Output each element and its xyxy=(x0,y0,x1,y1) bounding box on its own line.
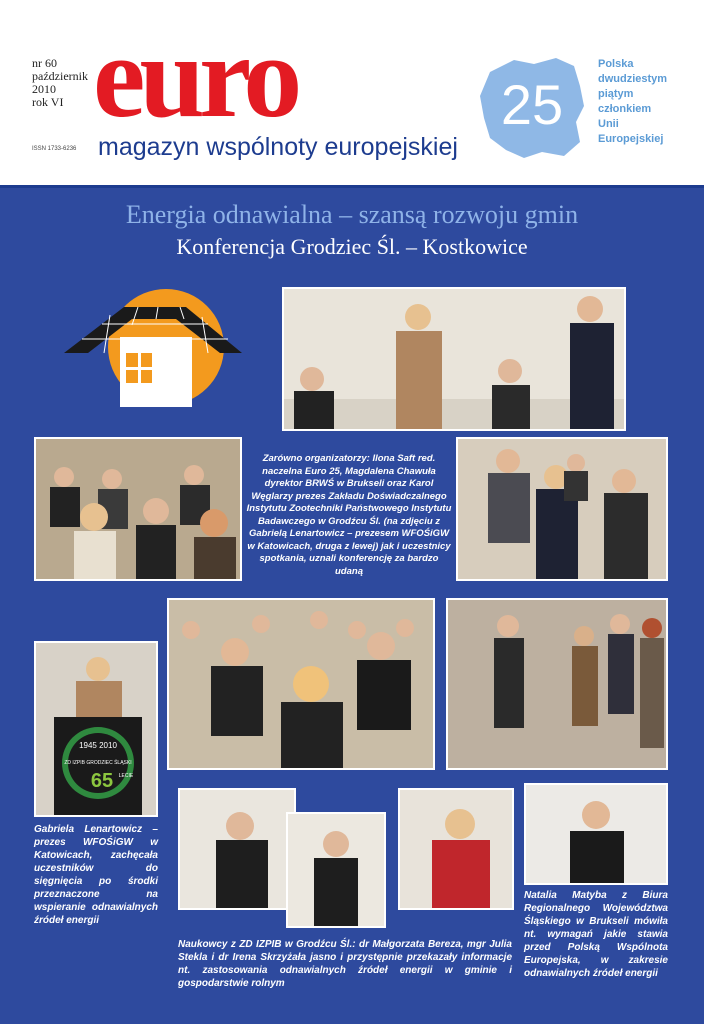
photo-audience-center xyxy=(167,598,435,770)
photo-scientist-1-image xyxy=(180,790,294,908)
photo-standing-group xyxy=(446,598,668,770)
issue-year: 2010 xyxy=(32,82,56,96)
issue-number: nr 60 xyxy=(32,56,57,70)
magazine-logo: euro xyxy=(93,11,297,142)
side-line: Europejskiej xyxy=(598,133,664,145)
solar-house-icon xyxy=(62,285,244,415)
photo-natalia-image xyxy=(526,785,666,883)
issn: ISSN 1733-6236 xyxy=(32,146,77,152)
podium-years: 1945 2010 xyxy=(79,741,117,750)
caption-organizers xyxy=(246,453,452,578)
header-divider xyxy=(0,185,704,188)
badge-number: 25 xyxy=(500,73,564,136)
magazine-tagline: magazyn wspólnoty europejskiej xyxy=(98,133,458,161)
photo-audience-right xyxy=(456,437,668,581)
side-line: piątym xyxy=(598,88,634,100)
caption-organizers-text: Zarówno organizatorzy: Ilona Saft red. naczelna Euro 25, Magdalena Chawuła dyrektor BRWŚ w Brukseli oraz Karol Węglarzy prezes Zakładu Doświadczalnego Instytutu Zootechniki Państwowego Instytutu Badawczego w Grodźcu Śl. (na zdjęciu z Gabrielą Lenartowicz – prezesem WFOŚiGW w Katowicach, druga z lewej) jak i uczestnicy spotkania, uznali konferencję za bardzo udaną xyxy=(246,453,452,577)
podium-institution: ZD IZPIB GRODZIEC ŚLĄSKI xyxy=(64,760,132,766)
side-line: Unii xyxy=(598,118,619,130)
article-title: Energia odnawialna – szansą rozwoju gmin xyxy=(125,200,579,229)
photo-scientist-1 xyxy=(178,788,296,910)
podium-anniversary-label: LECIE xyxy=(118,773,134,779)
photo-audience-left-image xyxy=(36,439,240,579)
caption-gabriela xyxy=(34,823,158,927)
issue-volume: rok VI xyxy=(32,95,64,109)
photo-scientist-3-image xyxy=(400,790,512,908)
side-line: członkiem xyxy=(598,103,652,115)
photo-scientist-2-image xyxy=(288,814,384,926)
caption-natalia xyxy=(524,889,668,980)
side-line: dwudziestym xyxy=(598,73,668,85)
caption-naukowcy-text: Naukowcy z ZD IZPIB w Grodźcu Śl.: dr Małgorzata Bereza, mgr Julia Stekla i dr Irena Skrzyżała jasno i przystępnie przekazały informacje nt. zastosowania odnawialnych źródeł energii w gminie i gospodarstwie rolnym xyxy=(178,939,512,989)
article-subtitle: Konferencja Grodziec Śl. – Kostkowice xyxy=(176,234,528,259)
photo-natalia xyxy=(524,783,668,885)
caption-naukowcy xyxy=(178,938,512,990)
poland-map-icon xyxy=(476,52,588,164)
photo-podium-speaker xyxy=(34,641,158,817)
photo-audience-center-image xyxy=(169,600,433,768)
photo-organizers xyxy=(282,287,626,431)
issue-month: październik xyxy=(32,69,88,83)
photo-audience-right-image xyxy=(458,439,666,579)
photo-scientist-3 xyxy=(398,788,514,910)
photo-audience-left xyxy=(34,437,242,581)
photo-standing-group-image xyxy=(448,600,666,768)
side-text xyxy=(598,57,667,147)
caption-natalia-text: Natalia Matyba z Biura Regionalnego Województwa Śląskiego w Brukseli mówiła nt. wymagań jakie stawia przed Polską Wspólnota Europejska, w zakresie odnawialnych źródeł energii xyxy=(524,890,668,979)
photo-organizers-image xyxy=(284,289,624,429)
masthead xyxy=(0,0,704,188)
caption-gabriela-text: Gabriela Lenartowicz – prezes WFOŚiGW w Katowicach, zachęcała uczestników do sięgnięcia po środki przeznaczone na wspieranie odnawialnych źródeł energii xyxy=(34,824,158,926)
podium-anniversary: 65 xyxy=(90,770,114,792)
photo-podium-speaker-image xyxy=(36,643,156,815)
photo-scientist-2 xyxy=(286,812,386,928)
side-line: Polska xyxy=(598,58,634,70)
issue-info xyxy=(32,57,88,109)
